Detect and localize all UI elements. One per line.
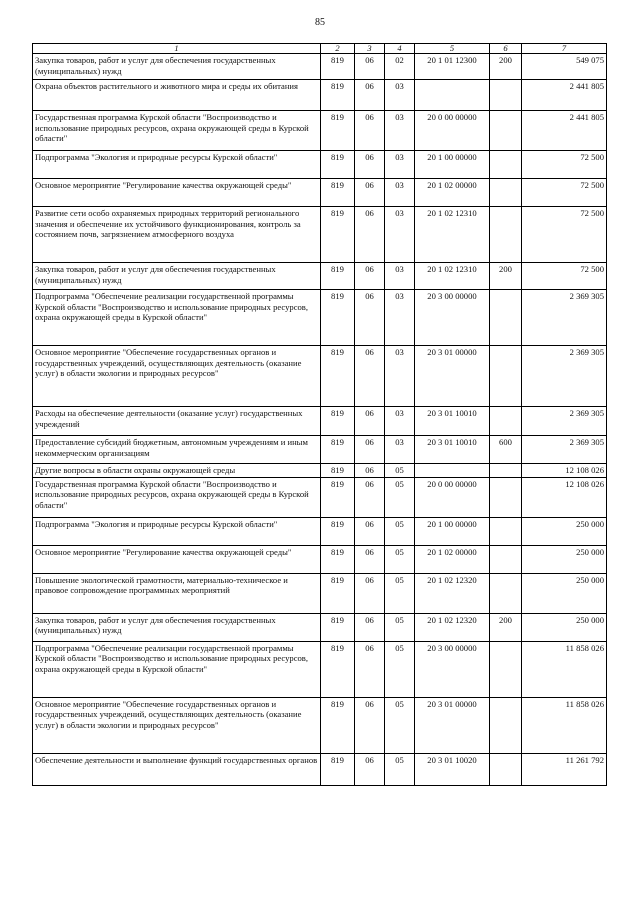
row-col2: 819 xyxy=(321,179,355,207)
row-col5: 20 3 01 10010 xyxy=(415,436,490,464)
row-name: Предоставление субсидий бюджетным, автономным учреждениям и иным некоммерческим организациям xyxy=(33,436,321,464)
row-col2: 819 xyxy=(321,436,355,464)
row-col5 xyxy=(415,464,490,478)
row-name: Подпрограмма "Экология и природные ресурсы Курской области" xyxy=(33,151,321,179)
row-col2: 819 xyxy=(321,263,355,290)
row-amount: 11 858 026 xyxy=(522,641,607,697)
column-header: 1 xyxy=(33,44,321,54)
row-col2: 819 xyxy=(321,207,355,263)
row-col6 xyxy=(490,290,522,346)
row-col4: 02 xyxy=(385,54,415,80)
table-row xyxy=(33,80,607,111)
row-col6 xyxy=(490,641,522,697)
row-col6: 200 xyxy=(490,54,522,80)
row-col2: 819 xyxy=(321,573,355,613)
row-col2: 819 xyxy=(321,464,355,478)
row-col2: 819 xyxy=(321,80,355,111)
row-col5: 20 1 02 00000 xyxy=(415,545,490,573)
row-col5: 20 1 02 12310 xyxy=(415,207,490,263)
table-header-row xyxy=(33,44,607,54)
row-col3: 06 xyxy=(355,517,385,545)
row-name: Подпрограмма "Экология и природные ресурсы Курской области" xyxy=(33,517,321,545)
row-col3: 06 xyxy=(355,613,385,641)
row-amount: 72 500 xyxy=(522,263,607,290)
row-col4: 03 xyxy=(385,263,415,290)
row-col3: 06 xyxy=(355,697,385,753)
row-col4: 03 xyxy=(385,179,415,207)
row-col4: 05 xyxy=(385,573,415,613)
row-col3: 06 xyxy=(355,111,385,151)
row-amount: 250 000 xyxy=(522,613,607,641)
row-col2: 819 xyxy=(321,517,355,545)
row-col6 xyxy=(490,407,522,436)
row-name: Подпрограмма "Обеспечение реализации государственной программы Курской области "Воспроизводство и использование природных ресурсов, охрана окружающей среды в Курской области" xyxy=(33,290,321,346)
row-col4: 03 xyxy=(385,346,415,407)
row-col5: 20 3 00 00000 xyxy=(415,641,490,697)
column-header: 3 xyxy=(355,44,385,54)
row-col5: 20 3 01 10020 xyxy=(415,753,490,785)
row-amount: 11 261 792 xyxy=(522,753,607,785)
row-col5: 20 3 01 10010 xyxy=(415,407,490,436)
row-amount: 72 500 xyxy=(522,207,607,263)
row-col6 xyxy=(490,477,522,517)
row-col4: 03 xyxy=(385,80,415,111)
row-col5: 20 0 00 00000 xyxy=(415,477,490,517)
row-name: Основное мероприятие "Регулирование качества окружающей среды" xyxy=(33,545,321,573)
budget-table xyxy=(32,43,607,786)
row-col3: 06 xyxy=(355,80,385,111)
row-amount: 2 369 305 xyxy=(522,290,607,346)
table-row xyxy=(33,613,607,641)
table-row xyxy=(33,436,607,464)
table-row xyxy=(33,151,607,179)
table-row xyxy=(33,54,607,80)
row-col4: 03 xyxy=(385,151,415,179)
row-col3: 06 xyxy=(355,151,385,179)
row-name: Другие вопросы в области охраны окружающей среды xyxy=(33,464,321,478)
row-amount: 11 858 026 xyxy=(522,697,607,753)
row-amount: 2 369 305 xyxy=(522,407,607,436)
table-row xyxy=(33,407,607,436)
row-amount: 2 441 805 xyxy=(522,80,607,111)
row-name: Охрана объектов растительного и животного мира и среды их обитания xyxy=(33,80,321,111)
row-name: Обеспечение деятельности и выполнение функций государственных органов xyxy=(33,753,321,785)
row-col4: 03 xyxy=(385,290,415,346)
row-col2: 819 xyxy=(321,641,355,697)
row-col3: 06 xyxy=(355,263,385,290)
row-col5: 20 3 00 00000 xyxy=(415,290,490,346)
row-col2: 819 xyxy=(321,753,355,785)
row-col6 xyxy=(490,179,522,207)
row-col3: 06 xyxy=(355,436,385,464)
row-col4: 05 xyxy=(385,477,415,517)
row-name: Государственная программа Курской области "Воспроизводство и использование природных ресурсов, охрана окружающей среды в Курской области" xyxy=(33,111,321,151)
table-row xyxy=(33,111,607,151)
row-col4: 05 xyxy=(385,613,415,641)
column-header: 2 xyxy=(321,44,355,54)
row-col3: 06 xyxy=(355,464,385,478)
row-col2: 819 xyxy=(321,545,355,573)
row-col3: 06 xyxy=(355,641,385,697)
row-col5: 20 1 00 00000 xyxy=(415,151,490,179)
table-row xyxy=(33,263,607,290)
row-col3: 06 xyxy=(355,573,385,613)
row-col5: 20 1 02 12320 xyxy=(415,573,490,613)
row-amount: 250 000 xyxy=(522,517,607,545)
row-amount: 2 441 805 xyxy=(522,111,607,151)
row-amount: 549 075 xyxy=(522,54,607,80)
row-name: Подпрограмма "Обеспечение реализации государственной программы Курской области "Воспроизводство и использование природных ресурсов, охрана окружающей среды в Курской области" xyxy=(33,641,321,697)
row-col6 xyxy=(490,573,522,613)
table-row xyxy=(33,179,607,207)
table-row xyxy=(33,477,607,517)
table-row xyxy=(33,517,607,545)
row-col6 xyxy=(490,753,522,785)
row-name: Основное мероприятие "Обеспечение государственных органов и государственных учреждений, осуществляющих деятельность (оказание услуг) в области экологии и природных ресурсов" xyxy=(33,697,321,753)
row-name: Основное мероприятие "Регулирование качества окружающей среды" xyxy=(33,179,321,207)
row-col3: 06 xyxy=(355,407,385,436)
row-col3: 06 xyxy=(355,346,385,407)
row-name: Государственная программа Курской области "Воспроизводство и использование природных ресурсов, охрана окружающей среды в Курской области" xyxy=(33,477,321,517)
row-col5: 20 3 01 00000 xyxy=(415,346,490,407)
row-name: Закупка товаров, работ и услуг для обеспечения государственных (муниципальных) нужд xyxy=(33,613,321,641)
row-col3: 06 xyxy=(355,477,385,517)
row-name: Развитие сети особо охраняемых природных территорий регионального значения и обеспечение их устойчивого функционирования, контроль за состоянием почв, загрязнением атмосферного воздуха xyxy=(33,207,321,263)
table-row xyxy=(33,573,607,613)
row-col3: 06 xyxy=(355,54,385,80)
row-col4: 05 xyxy=(385,753,415,785)
row-name: Закупка товаров, работ и услуг для обеспечения государственных (муниципальных) нужд xyxy=(33,54,321,80)
table-row xyxy=(33,464,607,478)
row-col6 xyxy=(490,151,522,179)
row-col5 xyxy=(415,80,490,111)
row-col4: 03 xyxy=(385,207,415,263)
row-amount: 72 500 xyxy=(522,151,607,179)
row-col6: 200 xyxy=(490,613,522,641)
row-col4: 03 xyxy=(385,407,415,436)
row-amount: 12 108 026 xyxy=(522,477,607,517)
page-number: 85 xyxy=(315,17,325,28)
table-row xyxy=(33,346,607,407)
row-amount: 72 500 xyxy=(522,179,607,207)
row-col5: 20 1 02 00000 xyxy=(415,179,490,207)
row-col4: 05 xyxy=(385,641,415,697)
row-col6 xyxy=(490,111,522,151)
row-col2: 819 xyxy=(321,290,355,346)
table-row xyxy=(33,545,607,573)
column-header: 6 xyxy=(490,44,522,54)
row-col6 xyxy=(490,464,522,478)
row-col2: 819 xyxy=(321,477,355,517)
row-name: Основное мероприятие "Обеспечение государственных органов и государственных учреждений, осуществляющих деятельность (оказание услуг) в области экологии и природных ресурсов" xyxy=(33,346,321,407)
row-col4: 03 xyxy=(385,111,415,151)
row-col5: 20 1 02 12320 xyxy=(415,613,490,641)
row-col5: 20 1 00 00000 xyxy=(415,517,490,545)
row-name: Повышение экологической грамотности, материально-техническое и правовое сопровождение программных мероприятий xyxy=(33,573,321,613)
row-col3: 06 xyxy=(355,545,385,573)
row-col2: 819 xyxy=(321,346,355,407)
row-name: Расходы на обеспечение деятельности (оказание услуг) государственных учреждений xyxy=(33,407,321,436)
row-col3: 06 xyxy=(355,179,385,207)
row-col6 xyxy=(490,697,522,753)
row-col2: 819 xyxy=(321,151,355,179)
row-name: Закупка товаров, работ и услуг для обеспечения государственных (муниципальных) нужд xyxy=(33,263,321,290)
row-col6 xyxy=(490,80,522,111)
row-col2: 819 xyxy=(321,613,355,641)
table-row xyxy=(33,697,607,753)
row-col6 xyxy=(490,517,522,545)
row-col3: 06 xyxy=(355,753,385,785)
row-col5: 20 1 01 12300 xyxy=(415,54,490,80)
row-amount: 250 000 xyxy=(522,545,607,573)
column-header: 4 xyxy=(385,44,415,54)
row-col6 xyxy=(490,545,522,573)
row-amount: 2 369 305 xyxy=(522,346,607,407)
row-col5: 20 0 00 00000 xyxy=(415,111,490,151)
column-header: 7 xyxy=(522,44,607,54)
row-amount: 2 369 305 xyxy=(522,436,607,464)
row-col5: 20 1 02 12310 xyxy=(415,263,490,290)
row-col2: 819 xyxy=(321,407,355,436)
row-col6 xyxy=(490,346,522,407)
row-col4: 05 xyxy=(385,517,415,545)
table-row xyxy=(33,207,607,263)
row-col6 xyxy=(490,207,522,263)
row-col3: 06 xyxy=(355,207,385,263)
row-col2: 819 xyxy=(321,697,355,753)
row-col5: 20 3 01 00000 xyxy=(415,697,490,753)
row-col2: 819 xyxy=(321,111,355,151)
table-row xyxy=(33,641,607,697)
row-col4: 05 xyxy=(385,545,415,573)
row-col6: 600 xyxy=(490,436,522,464)
column-header: 5 xyxy=(415,44,490,54)
row-col4: 05 xyxy=(385,464,415,478)
table-row xyxy=(33,290,607,346)
row-col4: 05 xyxy=(385,697,415,753)
row-col2: 819 xyxy=(321,54,355,80)
table-row xyxy=(33,753,607,785)
row-amount: 250 000 xyxy=(522,573,607,613)
row-col6: 200 xyxy=(490,263,522,290)
row-col4: 03 xyxy=(385,436,415,464)
row-col3: 06 xyxy=(355,290,385,346)
row-amount: 12 108 026 xyxy=(522,464,607,478)
